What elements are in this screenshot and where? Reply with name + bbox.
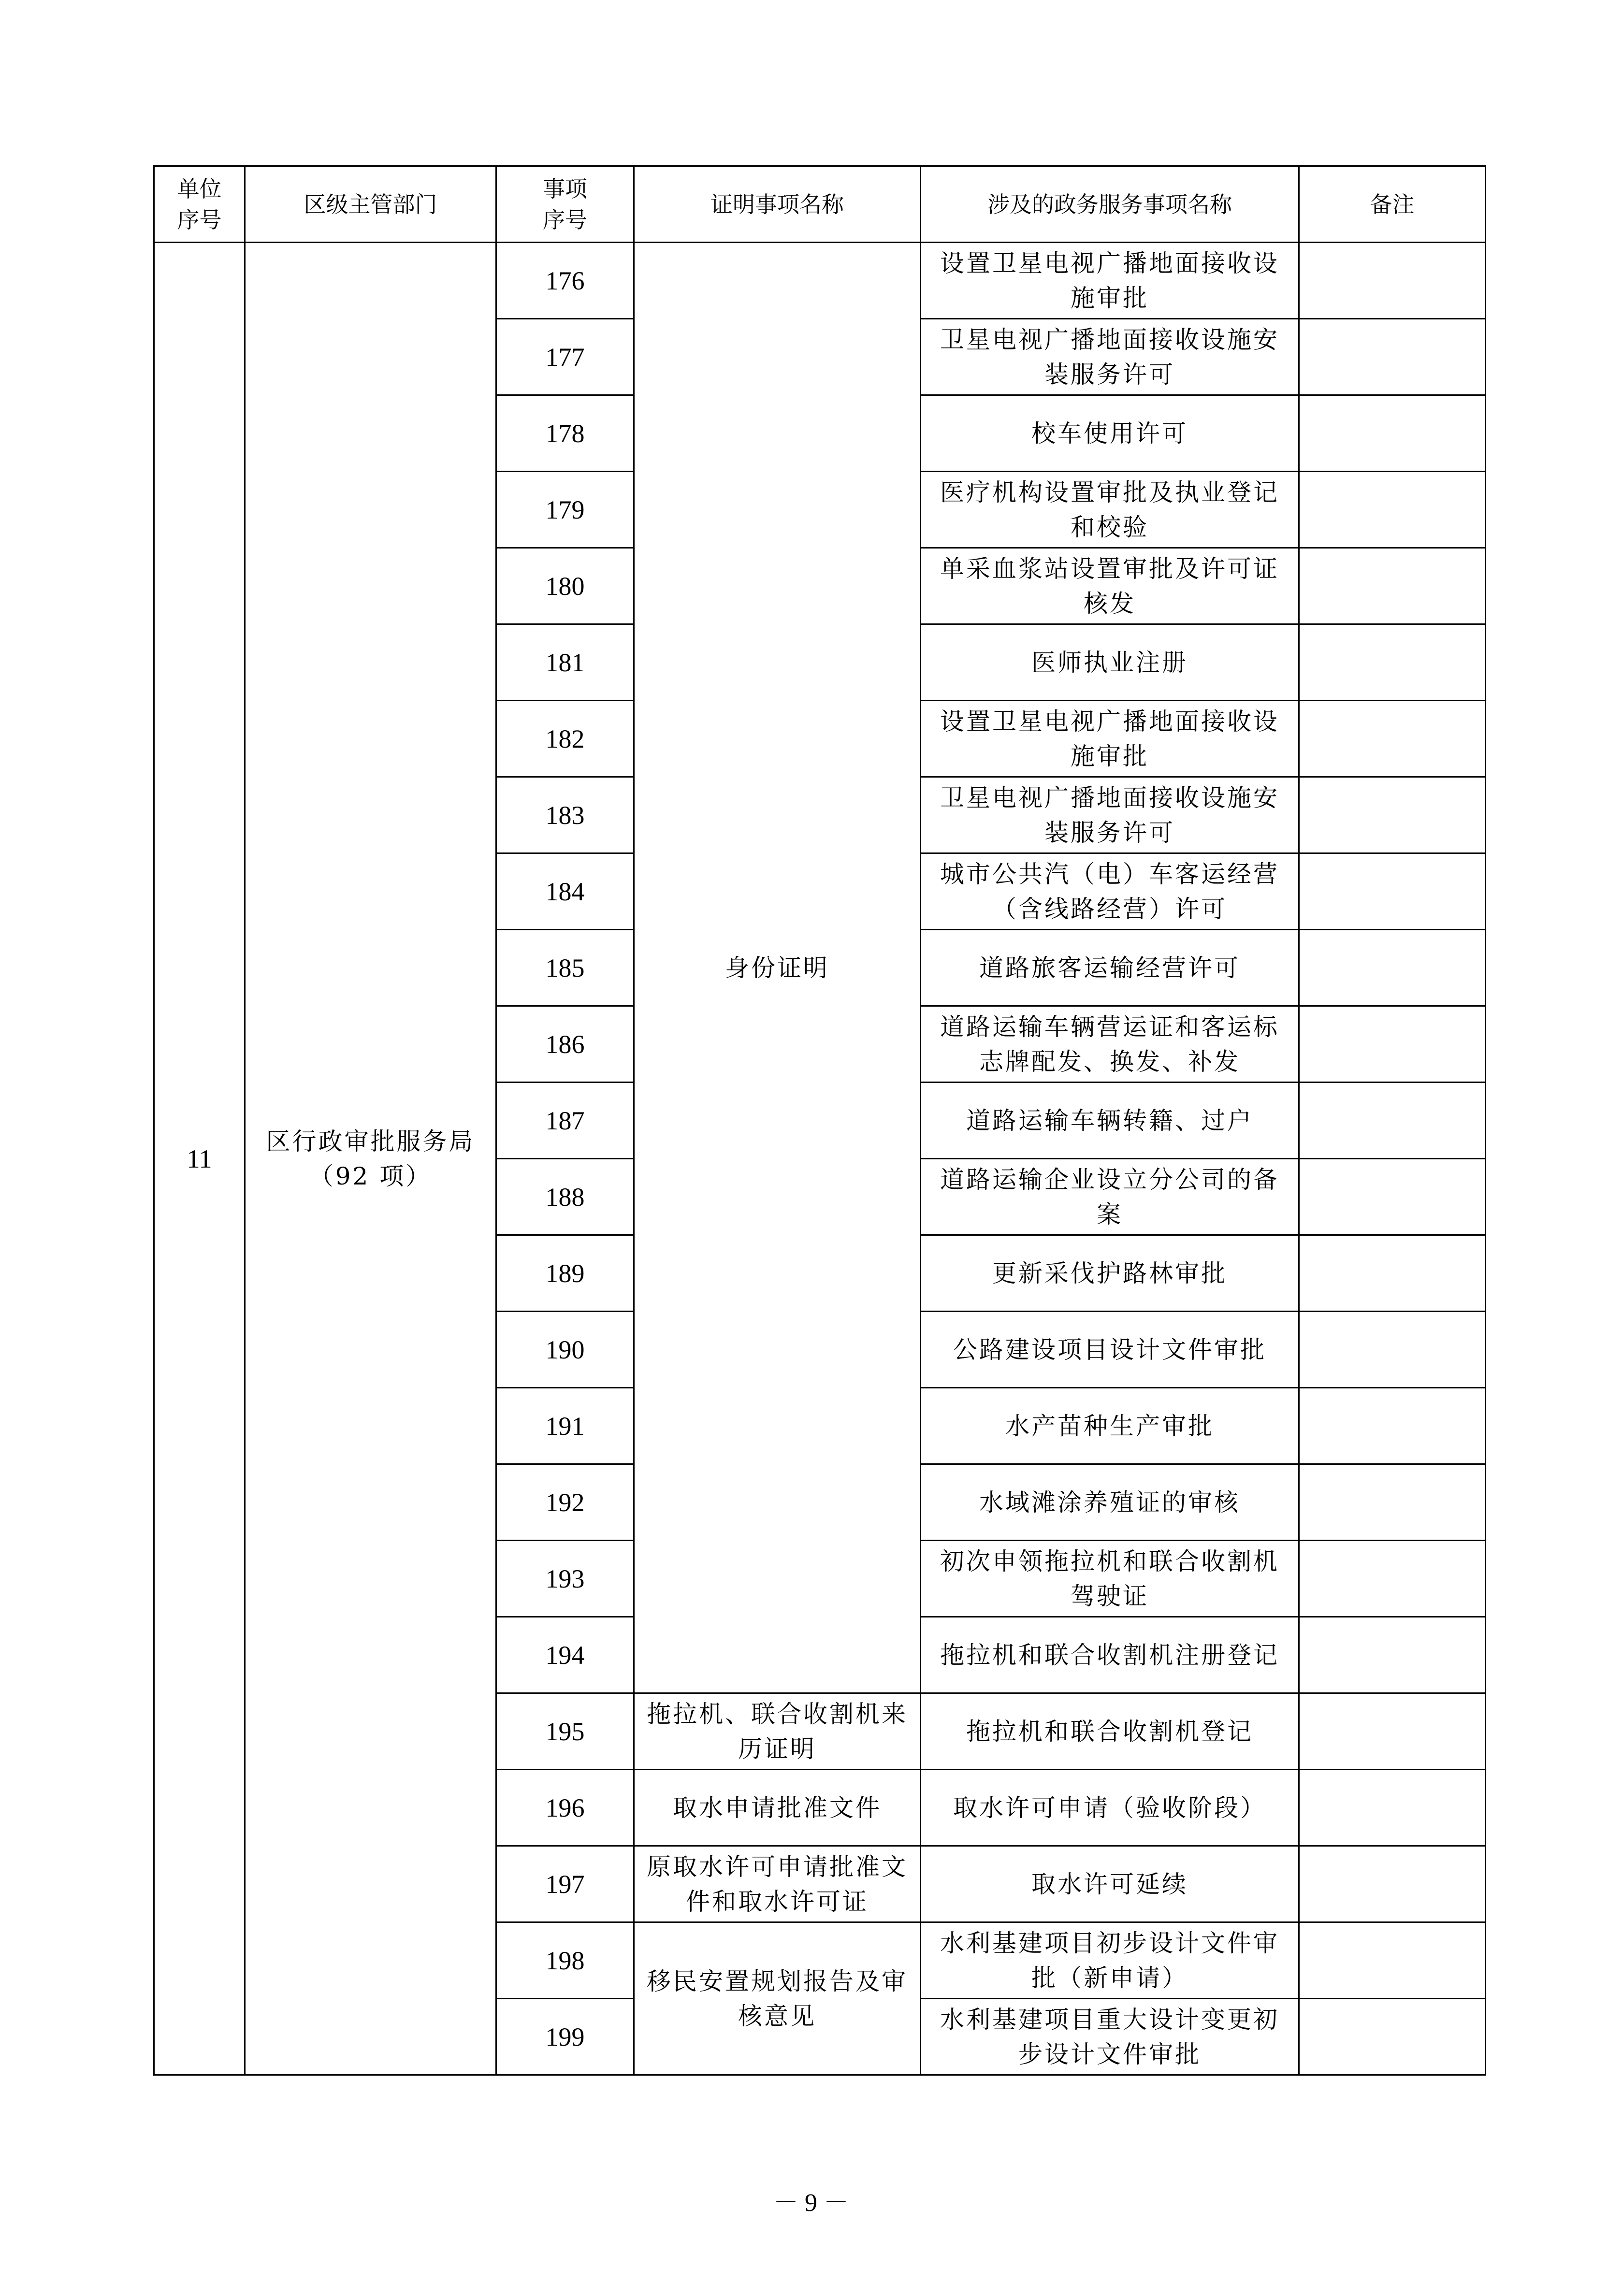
service-name-cell: 设置卫星电视广播地面接收设施审批 — [921, 701, 1299, 777]
remark-cell — [1299, 395, 1486, 472]
item-no-cell: 199 — [496, 1999, 634, 2075]
remark-cell — [1299, 472, 1486, 548]
service-name-cell: 设置卫星电视广播地面接收设施审批 — [921, 243, 1299, 319]
remark-cell — [1299, 243, 1486, 319]
service-name-cell: 校车使用许可 — [921, 395, 1299, 472]
cert-name-cell: 拖拉机、联合收割机来历证明 — [634, 1693, 921, 1770]
item-no-cell: 183 — [496, 777, 634, 853]
service-name-cell: 更新采伐护路林审批 — [921, 1235, 1299, 1312]
service-name-cell: 道路运输车辆转籍、过户 — [921, 1083, 1299, 1159]
item-no-cell: 177 — [496, 319, 634, 395]
item-no-cell: 185 — [496, 930, 634, 1006]
service-name-cell: 拖拉机和联合收割机登记 — [921, 1693, 1299, 1770]
remark-cell — [1299, 1693, 1486, 1770]
header-remark: 备注 — [1299, 166, 1486, 243]
cert-name-cell: 身份证明 — [634, 243, 921, 1693]
header-service-name: 涉及的政务服务事项名称 — [921, 166, 1299, 243]
service-name-cell: 水域滩涂养殖证的审核 — [921, 1464, 1299, 1541]
item-no-cell: 187 — [496, 1083, 634, 1159]
item-no-cell: 193 — [496, 1541, 634, 1617]
remark-cell — [1299, 1083, 1486, 1159]
remark-cell — [1299, 853, 1486, 930]
service-name-cell: 城市公共汽（电）车客运经营（含线路经营）许可 — [921, 853, 1299, 930]
page-number: － 9 － — [773, 2189, 849, 2217]
item-no-cell: 186 — [496, 1006, 634, 1083]
item-no-cell: 178 — [496, 395, 634, 472]
cert-name-cell: 取水申请批准文件 — [634, 1770, 921, 1846]
remark-cell — [1299, 1770, 1486, 1846]
cert-name-cell: 原取水许可申请批准文件和取水许可证 — [634, 1846, 921, 1922]
service-name-cell: 单采血浆站设置审批及许可证核发 — [921, 548, 1299, 624]
remark-cell — [1299, 1159, 1486, 1235]
item-no-cell: 181 — [496, 624, 634, 701]
service-name-cell: 道路运输车辆营运证和客运标志牌配发、换发、补发 — [921, 1006, 1299, 1083]
service-name-cell: 医师执业注册 — [921, 624, 1299, 701]
service-name-cell: 道路运输企业设立分公司的备案 — [921, 1159, 1299, 1235]
item-no-cell: 195 — [496, 1693, 634, 1770]
item-no-cell: 197 — [496, 1846, 634, 1922]
service-name-cell: 公路建设项目设计文件审批 — [921, 1312, 1299, 1388]
remark-cell — [1299, 1999, 1486, 2075]
service-name-cell: 取水许可申请（验收阶段） — [921, 1770, 1299, 1846]
dept-cell — [245, 243, 496, 2075]
remark-cell — [1299, 777, 1486, 853]
table-header-row — [154, 166, 1486, 243]
cert-name-cell: 移民安置规划报告及审核意见 — [634, 1922, 921, 2075]
service-name-cell: 取水许可延续 — [921, 1846, 1299, 1922]
service-name-cell: 卫星电视广播地面接收设施安装服务许可 — [921, 777, 1299, 853]
header-unit-no-text: 单位 序号 — [177, 175, 222, 233]
header-item-no-text: 事项 序号 — [543, 175, 587, 233]
service-name-cell: 医疗机构设置审批及执业登记和校验 — [921, 472, 1299, 548]
remark-cell — [1299, 701, 1486, 777]
remark-cell — [1299, 624, 1486, 701]
header-dept: 区级主管部门 — [245, 166, 496, 243]
item-no-cell: 190 — [496, 1312, 634, 1388]
header-item-no — [496, 166, 634, 243]
item-no-cell: 179 — [496, 472, 634, 548]
remark-cell — [1299, 1006, 1486, 1083]
remark-cell — [1299, 1464, 1486, 1541]
service-name-cell: 初次申领拖拉机和联合收割机驾驶证 — [921, 1541, 1299, 1617]
table-row — [154, 243, 1486, 319]
remark-cell — [1299, 1541, 1486, 1617]
remark-cell — [1299, 548, 1486, 624]
remark-cell — [1299, 1235, 1486, 1312]
service-name-cell: 水产苗种生产审批 — [921, 1388, 1299, 1464]
remark-cell — [1299, 930, 1486, 1006]
service-name-cell: 水利基建项目重大设计变更初步设计文件审批 — [921, 1999, 1299, 2075]
service-name-cell: 卫星电视广播地面接收设施安装服务许可 — [921, 319, 1299, 395]
item-no-cell: 184 — [496, 853, 634, 930]
item-no-cell: 196 — [496, 1770, 634, 1846]
item-no-cell: 180 — [496, 548, 634, 624]
item-no-cell: 192 — [496, 1464, 634, 1541]
item-no-cell: 194 — [496, 1617, 634, 1693]
service-name-cell: 拖拉机和联合收割机注册登记 — [921, 1617, 1299, 1693]
item-no-cell: 176 — [496, 243, 634, 319]
dept-name: 区行政审批服务局 — [266, 1127, 475, 1155]
header-unit-no — [154, 166, 245, 243]
unit-no-cell: 11 — [154, 243, 245, 2075]
remark-cell — [1299, 1922, 1486, 1999]
item-no-cell: 182 — [496, 701, 634, 777]
remark-cell — [1299, 1388, 1486, 1464]
dept-count: （92 项） — [309, 1162, 432, 1190]
service-name-cell: 水利基建项目初步设计文件审批（新申请） — [921, 1922, 1299, 1999]
proof-items-table — [153, 165, 1486, 2076]
item-no-cell: 191 — [496, 1388, 634, 1464]
remark-cell — [1299, 1846, 1486, 1922]
item-no-cell: 198 — [496, 1922, 634, 1999]
item-no-cell: 189 — [496, 1235, 634, 1312]
header-cert-name: 证明事项名称 — [634, 166, 921, 243]
remark-cell — [1299, 1617, 1486, 1693]
item-no-cell: 188 — [496, 1159, 634, 1235]
remark-cell — [1299, 1312, 1486, 1388]
remark-cell — [1299, 319, 1486, 395]
service-name-cell: 道路旅客运输经营许可 — [921, 930, 1299, 1006]
